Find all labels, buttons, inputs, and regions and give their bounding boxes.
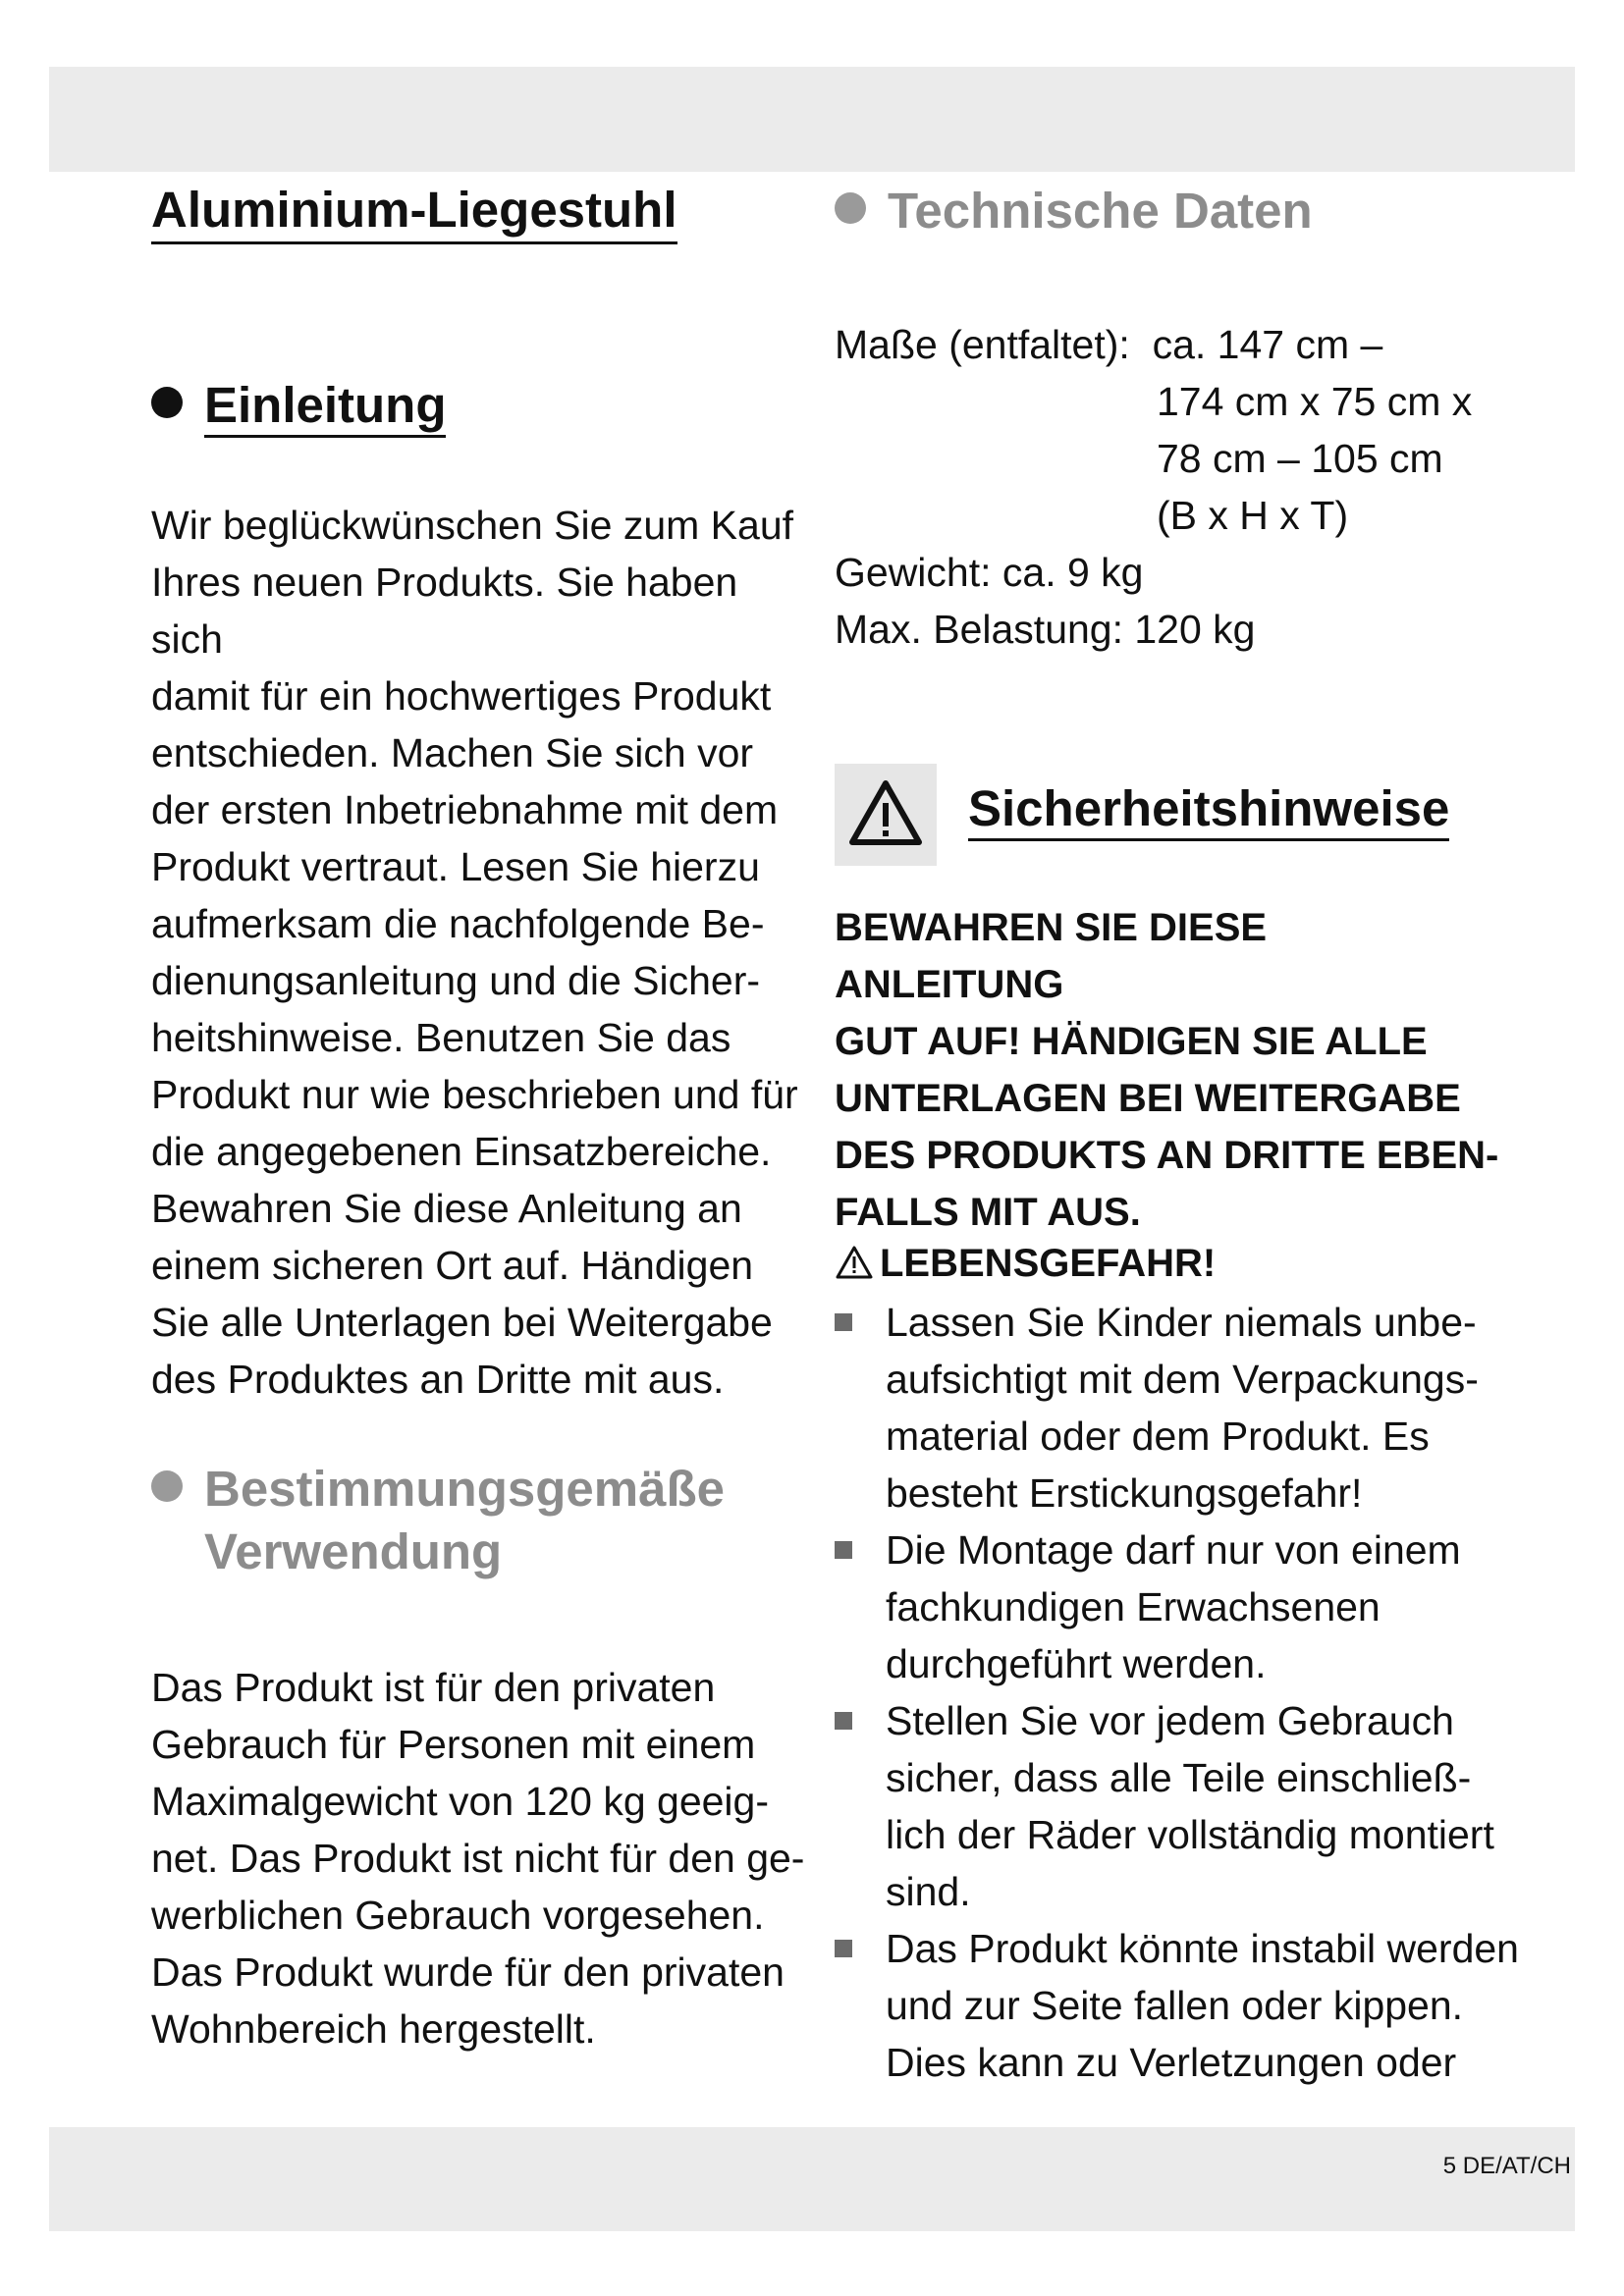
spec-dimensions: Maße (entfaltet): ca. 147 cm – — [835, 322, 1383, 367]
safety-notice: BEWAHREN SIE DIESE ANLEITUNG GUT AUF! HÄNDIGEN SIE ALLE UNTERLAGEN BEI WEITERGABE DES PRODUKTS AN DRITTE EBEN- FALLS MIT AUS. — [835, 906, 1499, 1234]
bullet-dot-icon — [151, 387, 183, 418]
warning-icon — [835, 764, 937, 866]
usage-paragraph: Das Produkt ist für den privaten Gebrauch für Personen mit einem Maximalgewicht von 120 kg geeig- net. Das Produkt ist nicht für den ge- werblichen Gebrauch vorgesehen. Das Produkt wurde für den privaten Wohnbereich hergestellt. — [151, 1665, 805, 2052]
spec-weight: Gewicht: ca. 9 kg — [835, 550, 1144, 595]
header-band — [49, 67, 1575, 172]
tech-heading: Technische Daten — [835, 183, 1313, 240]
list-item: Lassen Sie Kinder niemals unbe- aufsichtigt mit dem Verpackungs- material oder dem Produkt. Es besteht Erstickungsgefahr! — [835, 1294, 1522, 1522]
spec-dimensions-line3: 78 cm – 105 cm — [1157, 436, 1443, 481]
spec-dimensions-line2: 174 cm x 75 cm x — [1157, 379, 1473, 424]
square-bullet-icon — [835, 1712, 852, 1730]
usage-heading: Bestimmungsgemäße — [151, 1461, 725, 1519]
spec-max-load: Max. Belastung: 120 kg — [835, 607, 1256, 652]
usage-heading-line2: Verwendung — [204, 1523, 503, 1579]
list-item: Stellen Sie vor jedem Gebrauch sicher, dass alle Teile einschließ- lich der Räder vollständig montiert sind. — [835, 1692, 1522, 1920]
page-number: 5 DE/AT/CH — [1442, 2153, 1571, 2179]
safety-bullet-list — [835, 1294, 1522, 2091]
bullet-dot-icon — [151, 1470, 183, 1502]
list-item: Die Montage darf nur von einem fachkundigen Erwachsenen durchgeführt werden. — [835, 1522, 1522, 1692]
bullet-dot-icon — [835, 192, 866, 224]
square-bullet-icon — [835, 1541, 852, 1559]
document-title: Aluminium-Liegestuhl — [151, 183, 677, 244]
safety-heading: Sicherheitshinweise — [968, 781, 1449, 841]
spec-dimensions-line4: (B x H x T) — [1157, 493, 1349, 538]
footer-band — [49, 2127, 1575, 2231]
list-item: Das Produkt könnte instabil werden und zur Seite fallen oder kippen. Dies kann zu Verletzungen oder — [835, 1920, 1522, 2091]
square-bullet-icon — [835, 1313, 852, 1331]
danger-label: LEBENSGEFAHR! — [835, 1235, 1216, 1292]
square-bullet-icon — [835, 1940, 852, 1957]
intro-paragraph: Wir beglückwünschen Sie zum Kauf Ihres neuen Produkts. Sie haben sich damit für ein hochwertiges Produkt entschieden. Machen Sie sich vor der ersten Inbetriebnahme mit dem Produkt vertraut. Lesen Sie hierzu aufmerksam die nachfolgende Be- dienungsanleitung und die Sicher- heitshinweise. Benutzen Sie das Produkt nur wie beschrieben und für die angegebenen Einsatzbereiche. Bewahren Sie diese Anleitung an einem sicheren Ort auf. Händigen Sie alle Unterlagen bei Weitergabe des Produktes an Dritte mit aus. — [151, 503, 798, 1402]
intro-heading: Einleitung — [151, 377, 446, 435]
warning-icon — [835, 1245, 874, 1280]
